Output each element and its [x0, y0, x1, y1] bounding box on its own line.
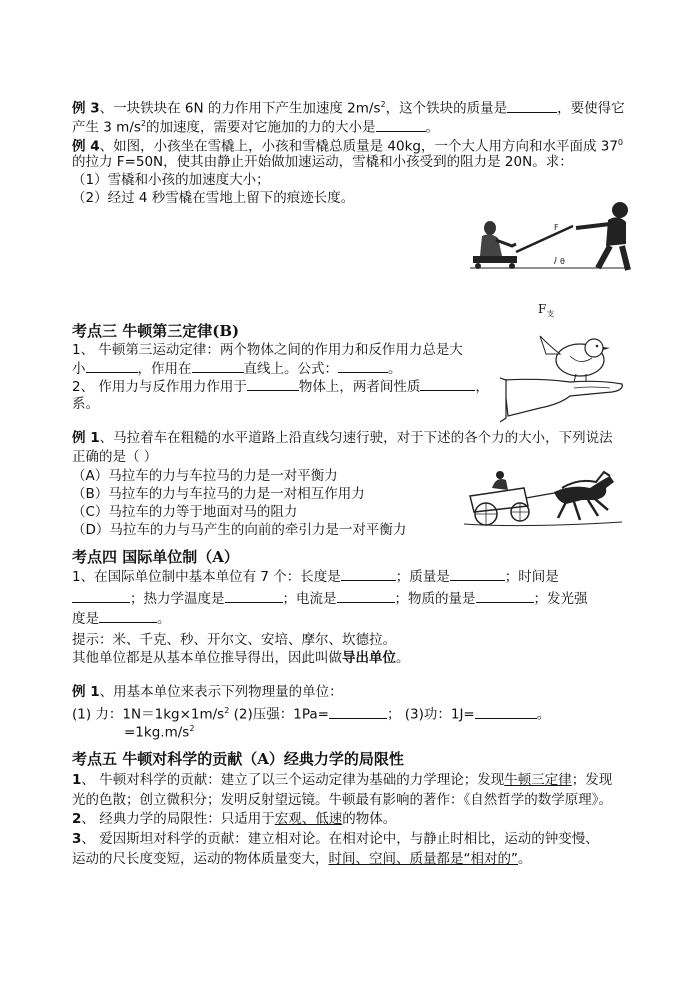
ex4-line1: 例 4、如图，小孩坐在雪橇上，小孩和雪橇总质量是 40kg，一个大人用方向和水平面成 $37^0$	[72, 138, 624, 155]
kd3-p2-line1: 2、 作用力与反作用力作用于 物体上，两者间性质 ，	[72, 379, 489, 395]
blank	[450, 567, 505, 581]
blank	[225, 589, 283, 603]
kd4-ex1-line2: (1) 力：$1N=1kg\times 1m/s^2$ (2)压强：1Pa= ； (3)功：1J= 。	[72, 706, 551, 723]
kd3-p2-line2: 系。	[72, 396, 99, 412]
kd3-p1-line1: 1、 牛顿第三运动定律：两个物体之间的作用力和反作用力总是大	[72, 342, 463, 358]
option-c: （C）马拉车的力等于地面对马的阻力	[72, 504, 298, 520]
force-label: F	[554, 223, 559, 232]
blank	[420, 377, 475, 391]
kd4-hint: 提示：米、千克、秒、开尔文、安培、摩尔、坎德拉。	[72, 632, 396, 648]
angle-label: θ	[560, 257, 565, 266]
option-a: （A）马拉车的力与车拉马的力是一对平衡力	[72, 468, 338, 484]
kd5-p2: 2、 经典力学的局限性：只适用于宏观、低速的物体。	[72, 811, 397, 827]
example-label: 例 1	[72, 430, 100, 446]
blank	[338, 359, 388, 373]
blank	[86, 359, 138, 373]
kd5-p1-line1: 1、 牛顿对科学的贡献：建立了以三个运动定律为基础的力学理论；发现牛顿三定律；发现	[72, 772, 613, 788]
kd4-ex1-line3: $=1kg.m/s^2$	[124, 724, 195, 741]
blank	[376, 118, 426, 132]
option-b: （B）马拉车的力与车拉马的力是一对相互作用力	[72, 486, 365, 502]
blank	[476, 589, 534, 603]
kd3-ex1-line1: 例 1、马拉着车在粗糙的水平道路上沿直线匀速行驶，对于下述的各个力的大小，下列说法	[72, 430, 613, 446]
option-d: （D）马拉车的力与马产生的向前的牵引力是一对平衡力	[72, 522, 407, 538]
kd5-p3-line2: 运动的尺长度变短，运动的物体质量变大，时间、空间、质量都是“相对的”。	[72, 851, 532, 867]
kd3-ex1-line2: 正确的是（ ）	[72, 449, 158, 465]
blank	[475, 705, 537, 719]
kd4-p1: 1、在国际单位制中基本单位有 7 个：长度是 ；质量是 ；时间是	[72, 569, 559, 585]
blank	[337, 589, 395, 603]
blank	[507, 99, 557, 113]
kd4-ex1-line1: 例 1、用基本单位来表示下列物理量的单位：	[72, 684, 343, 700]
hand-bird-image	[500, 318, 628, 430]
example-label: 例 3	[72, 100, 100, 117]
kd3-p1-line2: 小 ，作用在 直线上。公式： 。	[72, 361, 402, 377]
kd4-other: 其他单位都是从基本单位推导得出，因此叫做导出单位。	[72, 650, 410, 666]
kd5-p3-line1: 3、 爱因斯坦对科学的贡献：建立相对论。在相对论中，与静止时相比，运动的钟变慢、	[72, 831, 599, 847]
kd5-p1-line2: 光的色散；创立微积分；发明反射望远镜。牛顿最有影响的著作：《自然哲学的数学原理》。	[72, 792, 612, 808]
horse-cart-image	[462, 466, 624, 532]
kd4-p2: ；热力学温度是 ；电流是 ；物质的量是 ；发光强	[72, 589, 588, 608]
blank	[192, 359, 244, 373]
support-force-label: $F_支$	[538, 302, 555, 319]
blank	[72, 589, 130, 603]
ex4-q2: （2）经过 4 秒雪橇在雪地上留下的痕迹长度。	[72, 190, 355, 206]
ex4-line2: 的拉力 F=50N，使其由静止开始做加速运动，雪橇和小孩受到的阻力是 20N。求：	[72, 154, 573, 170]
blank	[99, 609, 157, 623]
kd3-title: 考点三 牛顿第三定律(B)	[72, 322, 240, 340]
sled-figure-image	[468, 190, 633, 280]
blank	[341, 567, 396, 581]
kd4-p3: 度是 。	[72, 611, 171, 627]
blank	[329, 705, 387, 719]
ex3-line2: 产生 3 $m/s^2$的加速度，需要对它施加的力的大小是 。	[72, 119, 439, 136]
kd5-title: 考点五 牛顿对科学的贡献（A）经典力学的局限性	[72, 750, 404, 768]
ex3-line1: 例 3、一块铁块在 6N 的力作用下产生加速度 $2m/s^2$，这个铁块的质量是 ，要使得它	[72, 100, 625, 117]
blank	[247, 377, 299, 391]
kd4-title: 考点四 国际单位制（A）	[72, 548, 239, 566]
ex4-q1: （1）雪橇和小孩的加速度大小；	[72, 172, 270, 188]
example-label: 例 1	[72, 684, 100, 700]
example-label: 例 4	[72, 138, 100, 155]
